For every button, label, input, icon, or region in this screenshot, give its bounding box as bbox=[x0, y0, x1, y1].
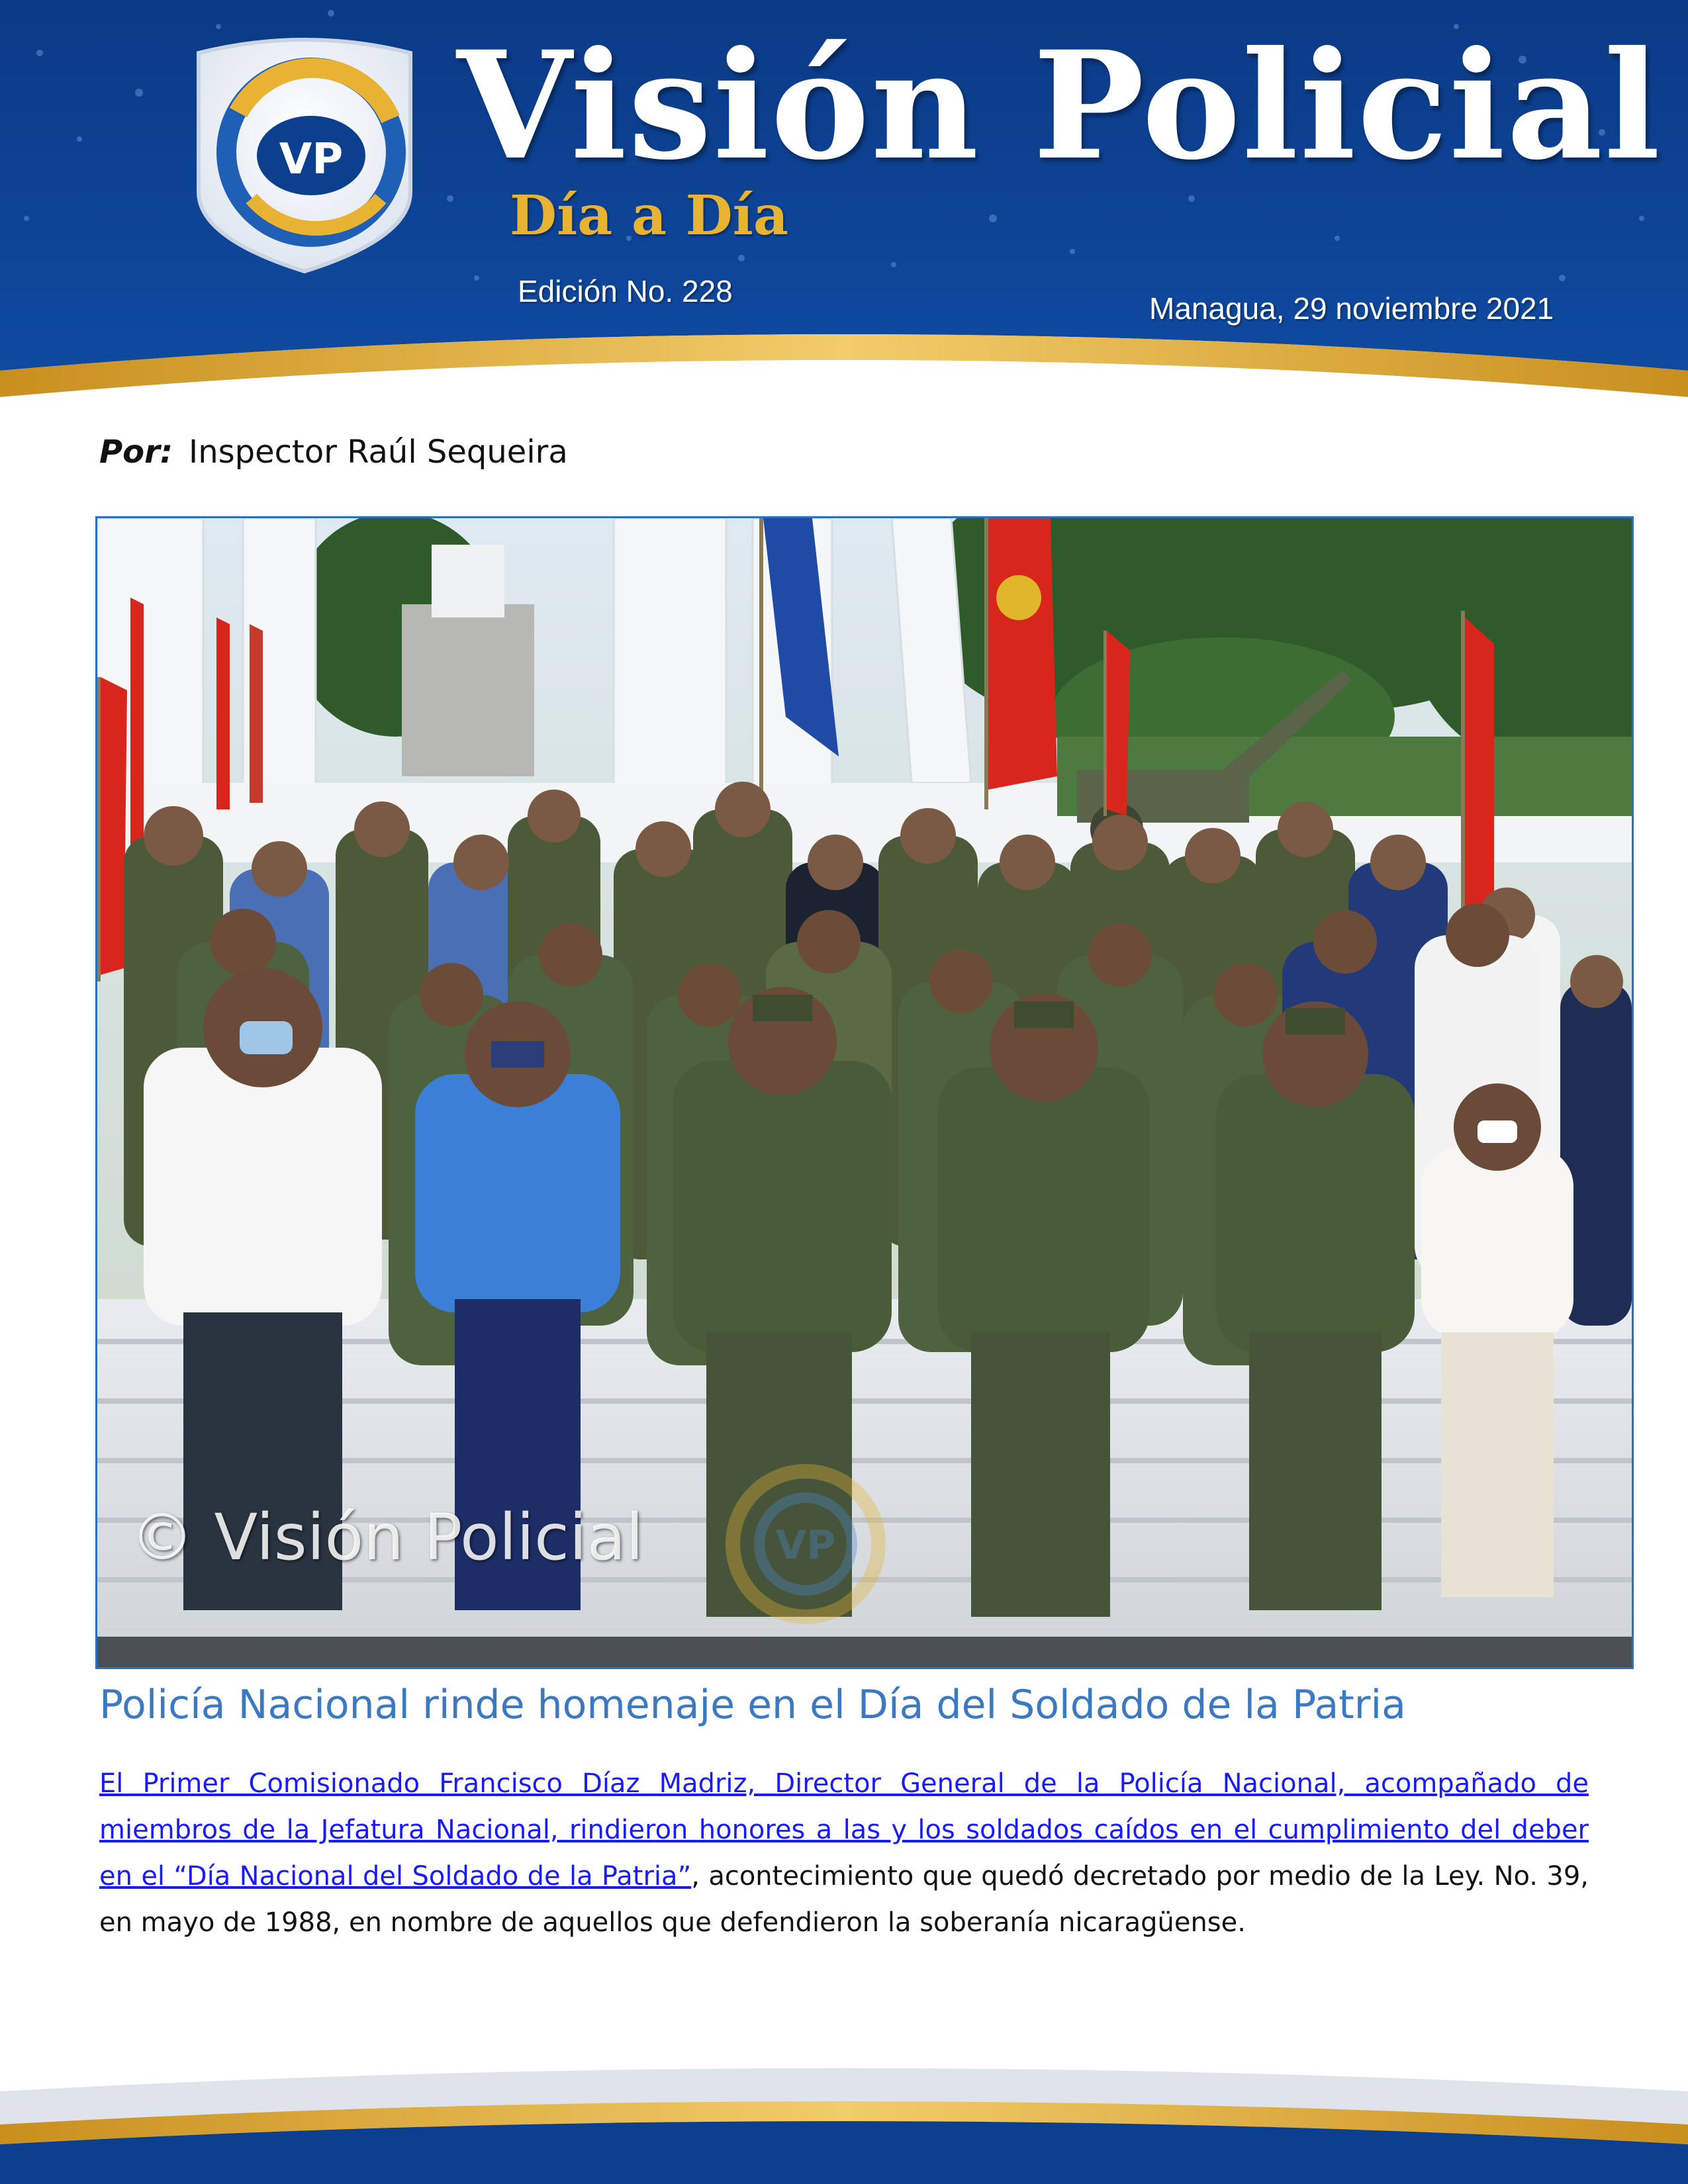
ceremony-photo-illustration bbox=[97, 518, 1632, 1667]
dateline: Managua, 29 noviembre 2021 bbox=[1149, 291, 1554, 326]
byline-label: Por: bbox=[99, 433, 173, 471]
article-headline: Policía Nacional rinde homenaje en el Día del Soldado de la Patria bbox=[99, 1682, 1406, 1728]
page-footer-band bbox=[0, 2052, 1688, 2184]
watermark-logo-text: VP bbox=[775, 1522, 836, 1569]
article-body bbox=[99, 1760, 1589, 1946]
masthead-subtitle: Día a Día bbox=[510, 184, 789, 248]
vp-logo-icon bbox=[199, 40, 410, 271]
edition-number: Edición No. 228 bbox=[518, 274, 733, 308]
article-body-rest: , acontecimiento que quedó decretado por medio de la Ley. No. 39, en mayo de 1988, en nombre de aquellos que defendieron la soberanía nicaragüense. bbox=[99, 1861, 1589, 1938]
article-photo bbox=[95, 516, 1634, 1669]
masthead-title: Visión Policial bbox=[457, 19, 1662, 193]
masthead bbox=[0, 0, 1688, 410]
monument-stone bbox=[402, 604, 534, 776]
watermark-logo-icon bbox=[733, 1471, 878, 1617]
monument-top bbox=[432, 545, 504, 617]
byline-author: Inspector Raúl Sequeira bbox=[189, 433, 568, 471]
article-lead-link[interactable]: El Primer Comisionado Francisco Díaz Madriz, Director General de la Policía Nacional, acompañado de miembros de la Jefatura Nacional, rindieron honores a las y los soldados caídos en el cumplimiento del deber en el “Día Nacional del Soldado de la Patria” bbox=[99, 1768, 1589, 1891]
photo-watermark: © Visión Policial bbox=[130, 1500, 644, 1574]
byline bbox=[99, 430, 568, 474]
footer-decoration bbox=[0, 2052, 1688, 2184]
logo-text: VP bbox=[279, 135, 344, 184]
